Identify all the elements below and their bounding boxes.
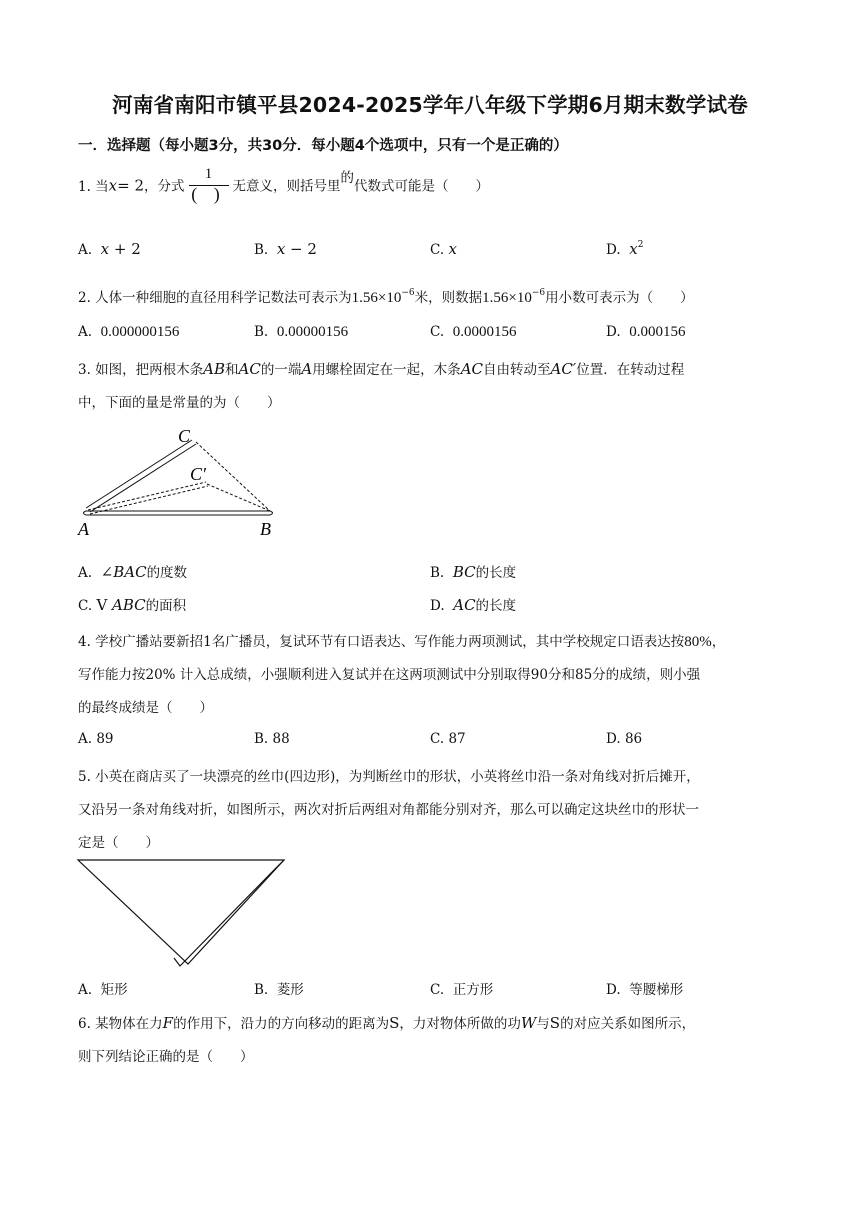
option-key: A. <box>78 565 93 581</box>
option-var: ABC <box>112 596 146 614</box>
option-text: 正方形 <box>452 982 494 998</box>
q2-text-mid: 米，则数据 <box>414 290 483 306</box>
q1-text-mid: ，分式 <box>144 178 185 195</box>
option-post: 的长度 <box>475 598 517 614</box>
q3-text-post: 位置．在转动过程 <box>576 362 685 378</box>
label-b: B <box>260 519 271 539</box>
option-key: A. <box>78 982 93 998</box>
option-text: 86 <box>624 731 643 747</box>
q5-option-d[interactable] <box>606 978 683 998</box>
option-text: 0.000156 <box>629 324 686 340</box>
q6-var-s-2: S <box>549 1014 561 1032</box>
q3-text-and: 和 <box>225 362 239 378</box>
question-4-stem-line1 <box>78 630 725 651</box>
dashed-acp-2 <box>90 486 208 514</box>
dashed-cpb <box>207 484 270 511</box>
option-key: D. <box>606 731 621 747</box>
q3-text-mid2: 用螺栓固定在一起，木条 <box>312 362 461 378</box>
option-text: 0.000000156 <box>100 324 180 340</box>
page-title: 河南省南阳市镇平县2024-2025学年八年级下学期6月期末数学试卷 <box>112 93 748 117</box>
option-key: C. <box>430 324 445 340</box>
q5-option-b[interactable] <box>254 978 304 998</box>
q2-text-post: 用小数可表示为（ ） <box>545 290 694 306</box>
option-key: A. <box>78 731 93 747</box>
q3-option-d[interactable] <box>430 594 516 614</box>
q5-figure-folded-scarf <box>76 858 288 970</box>
option-var: BC <box>452 563 476 581</box>
q3-option-a[interactable] <box>78 561 187 581</box>
q3-var-ac-2: AC <box>460 360 483 378</box>
q1-option-c[interactable] <box>430 240 457 258</box>
q6-text-mid: 的作用下，沿力的方向移动的距离为 <box>173 1016 390 1032</box>
option-key: A. <box>78 242 93 258</box>
q4-option-b[interactable] <box>254 731 290 747</box>
q2-sci-exp-1: −6 <box>401 288 415 298</box>
q5-option-a[interactable] <box>78 978 128 998</box>
q1-text-pre: 1. 当 <box>78 178 109 195</box>
q1-frac-denominator: ( ) <box>191 184 226 204</box>
q2-sci-exp-2: −6 <box>531 288 546 298</box>
q1-option-b[interactable] <box>254 240 317 258</box>
option-text: 等腰梯形 <box>629 982 684 998</box>
dashed-cb <box>196 442 270 511</box>
option-var: x <box>448 240 457 258</box>
stick-ac-edge-2 <box>90 444 196 512</box>
q3-option-c[interactable] <box>78 594 186 614</box>
q3-var-a: A <box>301 360 313 378</box>
q3-figure-sticks <box>76 424 286 542</box>
option-key: B. <box>254 982 269 998</box>
q1-text-sup: 的 <box>340 169 355 186</box>
q1-var-x: x <box>108 176 118 195</box>
q4-text-l1-end: ， <box>711 634 726 650</box>
option-key: D. <box>430 598 445 614</box>
option-key: D. <box>606 242 621 258</box>
q6-text-pre: 6. 某物体在力 <box>78 1016 163 1032</box>
question-5-stem-line1: 5. 小英在商店买了一块漂亮的丝巾(四边形)，为判断丝巾的形状，小英将丝巾沿一条对角线对折后摊开， <box>78 769 700 785</box>
question-6-stem-line1 <box>78 1012 695 1032</box>
q3-text-pre: 3. 如图，把两根木条 <box>78 362 204 378</box>
q2-option-a[interactable] <box>78 324 179 341</box>
option-text: 88 <box>272 731 290 747</box>
q6-text-mid2: ，力对物体所做的功 <box>399 1016 521 1032</box>
q1-fraction <box>187 166 231 208</box>
q1-frac-numerator: 1 <box>204 166 213 182</box>
q2-option-d[interactable] <box>606 324 685 341</box>
q2-sci-1: 1.56×10 <box>351 290 402 306</box>
option-text: 0.00000156 <box>276 324 349 340</box>
option-key: B. <box>254 731 269 747</box>
q6-var-w: W <box>520 1014 537 1032</box>
q5-option-c[interactable] <box>430 978 493 998</box>
option-key: A. <box>78 324 93 340</box>
q2-text-pre: 2. 人体一种细胞的直径用科学记数法可表示为 <box>78 290 352 306</box>
option-var: x <box>276 240 286 258</box>
label-c-prime: C′ <box>190 464 206 484</box>
option-var: AC <box>453 596 476 614</box>
option-var: x <box>629 240 638 258</box>
option-text: 89 <box>96 731 114 747</box>
question-3-stem-line2: 中，下面的量是常量的为（ ） <box>78 395 281 411</box>
question-5-stem-line2: 又沿另一条对角线对折，如图所示，两次对折后两组对角都能分别对齐，那么可以确定这块丝巾的形状一 <box>78 802 699 818</box>
q1-text-end: 代数式可能是（ ） <box>354 178 490 195</box>
option-key: C. <box>78 598 93 614</box>
option-sup: 2 <box>637 240 644 250</box>
option-text: 菱形 <box>276 982 304 998</box>
q3-var-ac-prime: AC′ <box>550 360 577 378</box>
q4-text-l1: 4. 学校广播站要新招1名广播员，复试环节有口语表达、写作能力两项测试，其中学校规定口语表达按 <box>78 634 685 650</box>
option-text: 矩形 <box>100 982 128 998</box>
stick-end-a <box>84 511 87 515</box>
q4-option-d[interactable] <box>606 731 642 747</box>
q3-option-b[interactable] <box>430 561 516 581</box>
option-pre: V <box>96 596 113 614</box>
q4-option-a[interactable] <box>78 731 114 747</box>
option-var: BAC <box>113 563 147 581</box>
option-key: C. <box>430 242 445 258</box>
q6-text-post: 的对应关系如图所示， <box>560 1016 696 1032</box>
q3-var-ab: AB <box>203 360 226 378</box>
question-2-stem <box>78 286 694 307</box>
q4-percent: 80% <box>684 634 712 650</box>
q2-option-c[interactable] <box>430 324 516 341</box>
label-c: C <box>178 426 191 446</box>
q3-text-mid: 的一端 <box>260 362 302 378</box>
scarf-back-edge <box>174 860 284 966</box>
option-rest: − 2 <box>285 240 317 258</box>
option-post: 的长度 <box>475 565 517 581</box>
option-key: B. <box>430 565 445 581</box>
q1-option-a[interactable] <box>78 240 141 258</box>
label-a: A <box>78 519 89 539</box>
option-text: 0.0000156 <box>452 324 517 340</box>
option-post: 的度数 <box>146 565 188 581</box>
q4-option-c[interactable] <box>430 731 466 747</box>
q6-var-s: S <box>389 1014 400 1032</box>
q6-text-mid3: 与 <box>536 1016 550 1032</box>
question-6-stem-line2: 则下列结论正确的是（ ） <box>78 1049 254 1065</box>
option-key: B. <box>254 242 269 258</box>
question-4-stem-line3: 的最终成绩是（ ） <box>78 700 213 716</box>
stick-end-b <box>270 511 273 515</box>
question-4-stem-line2: 写作能力按20% 计入总成绩，小强顺利进入复试并在这两项测试中分别取得90分和85分的成绩，则小强 <box>78 667 701 683</box>
q2-option-b[interactable] <box>254 324 348 341</box>
dashed-acp-1 <box>88 482 206 510</box>
option-rest: + 2 <box>109 240 141 258</box>
option-key: C. <box>430 731 445 747</box>
question-5-stem-line3: 定是（ ） <box>78 835 159 851</box>
option-key: D. <box>606 982 621 998</box>
option-key: D. <box>606 324 621 340</box>
q1-cond-val: = 2 <box>117 176 145 195</box>
option-pre: ∠ <box>100 563 114 581</box>
q6-var-f: F <box>162 1014 174 1032</box>
q3-text-mid3: 自由转动至 <box>483 362 551 378</box>
q1-option-d[interactable] <box>606 240 643 258</box>
q1-text-post: 无意义，则括号里 <box>232 178 341 195</box>
question-1-stem <box>78 166 489 208</box>
option-post: 的面积 <box>145 598 187 614</box>
scarf-front-triangle <box>78 860 284 964</box>
option-text: 87 <box>448 731 466 747</box>
option-var: x <box>100 240 110 258</box>
q2-sci-2: 1.56×10 <box>482 290 532 306</box>
option-key: C. <box>430 982 445 998</box>
question-3-stem-line1 <box>78 358 684 378</box>
option-key: B. <box>254 324 269 340</box>
section-heading: 一．选择题（每小题3分，共30分．每小题4个选项中，只有一个是正确的） <box>78 138 568 154</box>
q3-var-ac: AC <box>238 360 261 378</box>
